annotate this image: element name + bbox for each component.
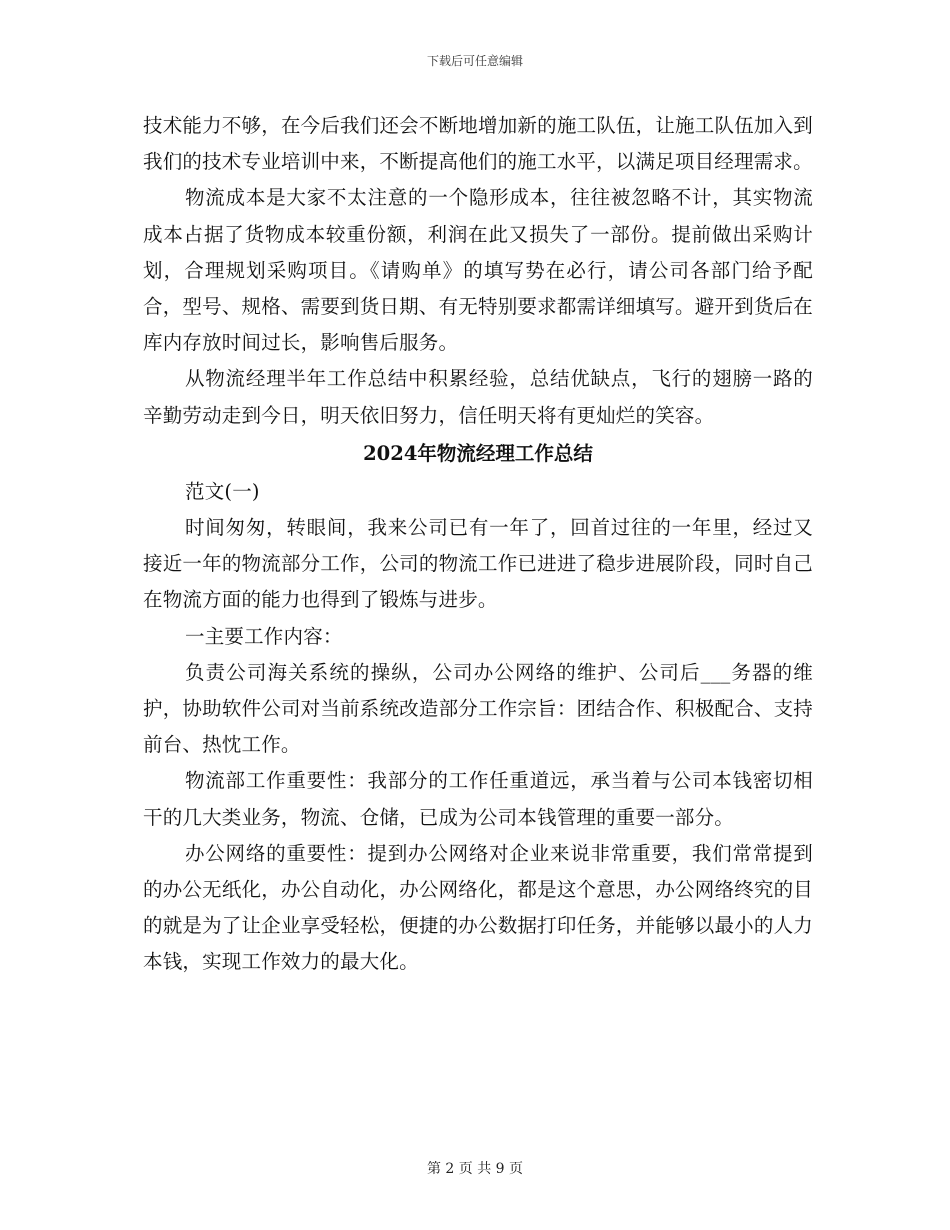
paragraph-logistics-importance: 物流部工作重要性：我部分的工作任重道远，承当着与公司本钱密切相干的几大类业务，物流、仓储，已成为公司本钱管理的重要一部分。 xyxy=(143,769,813,829)
paragraph-continued: 技术能力不够，在今后我们还会不断地增加新的施工队伍，让施工队伍加入到我们的技术专业培训中来，不断提高他们的施工水平，以满足项目经理需求。 xyxy=(143,114,813,174)
page-header: 下载后可任意编辑 xyxy=(426,54,523,68)
paragraph-summary-closing: 从物流经理半年工作总结中积累经验，总结优缺点，飞行的翅膀一路的辛勤劳动走到今日，明天依旧努力，信任明天将有更灿烂的笑容。 xyxy=(143,367,813,427)
paragraph-logistics-cost: 物流成本是大家不太注意的一个隐形成本，往往被忽略不计，其实物流成本占据了货物成本较重份额，利润在此又损失了一部份。提前做出采购计划，合理规划采购项目。《请购单》的填写势在必行，请公司各部门给予配合，型号、规格、需要到货日期、有无特别要求都需详细填写。避开到货后在库内存放时间过长，影响售后服务。 xyxy=(143,186,813,355)
paragraph-responsibilities: 负责公司海关系统的操纵，公司办公网络的维护、公司后___务器的维护，协助软件公司对当前系统改造部分工作宗旨：团结合作、积极配合、支持前台、热忱工作。 xyxy=(143,660,813,757)
page-footer: 第 2 页 共 9 页 xyxy=(426,1161,524,1177)
section-title: 2024年物流经理工作总结 xyxy=(363,441,593,465)
document-body xyxy=(143,108,813,981)
paragraph-network-importance: 办公网络的重要性：提到办公网络对企业来说非常重要，我们常常提到的办公无纸化，办公自动化，办公网络化，都是这个意思，办公网络终究的目的就是为了让企业享受轻松，便捷的办公数据打印任务，并能够以最小的人力本钱，实现工作效力的最大化。 xyxy=(143,841,813,974)
paragraph-intro: 时间匆匆，转眼间，我来公司已有一年了，回首过往的一年里，经过又接近一年的物流部分工作，公司的物流工作已进进了稳步进展阶段，同时自己在物流方面的能力也得到了锻炼与进步。 xyxy=(143,516,813,612)
paragraph-main-work-heading: 一主要工作内容： xyxy=(185,624,343,648)
paragraph-sample-label: 范文(一) xyxy=(185,479,260,503)
